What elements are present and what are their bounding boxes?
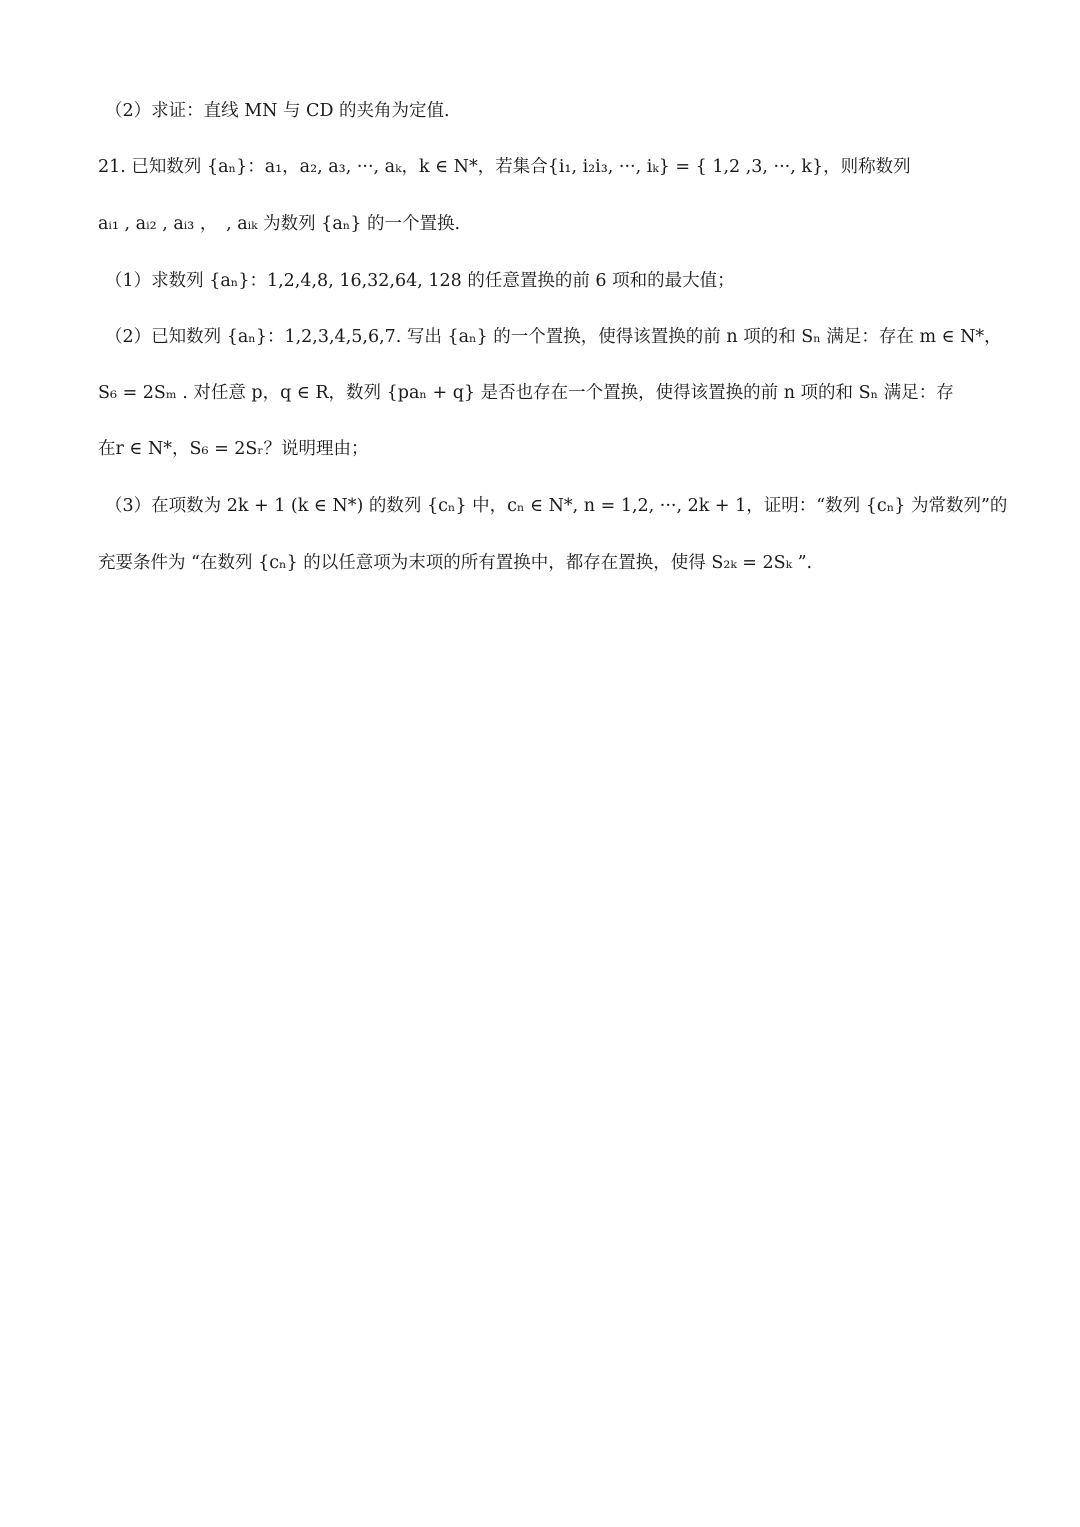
problem-21-part-3: （3）在项数为 2k + 1 (k ∈ N*) 的数列 {cₙ} 中，cₙ ∈ N*, n = 1,2, ···, 2k + 1，证明：“数列 {cₙ} 为常数列”的 (105, 496, 1008, 516)
problem-21-part-2-cont: S₆ = 2Sₘ . 对任意 p，q ∈ R，数列 {paₙ + q} 是否也存在一个置换，使得该置换的前 n 项的和 Sₙ 满足：存 (98, 383, 954, 403)
problem-21-statement-cont: aᵢ₁ , aᵢ₂ , aᵢ₃ ， , aᵢₖ 为数列 {aₙ} 的一个置换. (98, 214, 461, 234)
problem-21-part-2: （2）已知数列 {aₙ}：1,2,3,4,5,6,7. 写出 {aₙ} 的一个置换，使得该置换的前 n 项的和 Sₙ 满足：存在 m ∈ N*， (105, 327, 1002, 347)
problem-20-part-2: （2）求证：直线 MN 与 CD 的夹角为定值. (105, 101, 450, 121)
problem-21-statement: 21. 已知数列 {aₙ}：a₁，a₂, a₃, ···, aₖ，k ∈ N*，若集合{i₁, i₂i₃, ···, iₖ} = { 1,2 ,3, ···, k}，则称数列 (98, 157, 911, 177)
problem-21-part-2-end: 在r ∈ N*，S₆ = 2Sᵣ？说明理由； (98, 439, 369, 459)
problem-21-part-1: （1）求数列 {aₙ}：1,2,4,8, 16,32,64, 128 的任意置换的前 6 项和的最大值； (105, 271, 735, 291)
problem-21-part-3-cont: 充要条件为 “在数列 {cₙ} 的以任意项为末项的所有置换中，都存在置换，使得 S₂ₖ = 2Sₖ ”. (98, 553, 813, 573)
